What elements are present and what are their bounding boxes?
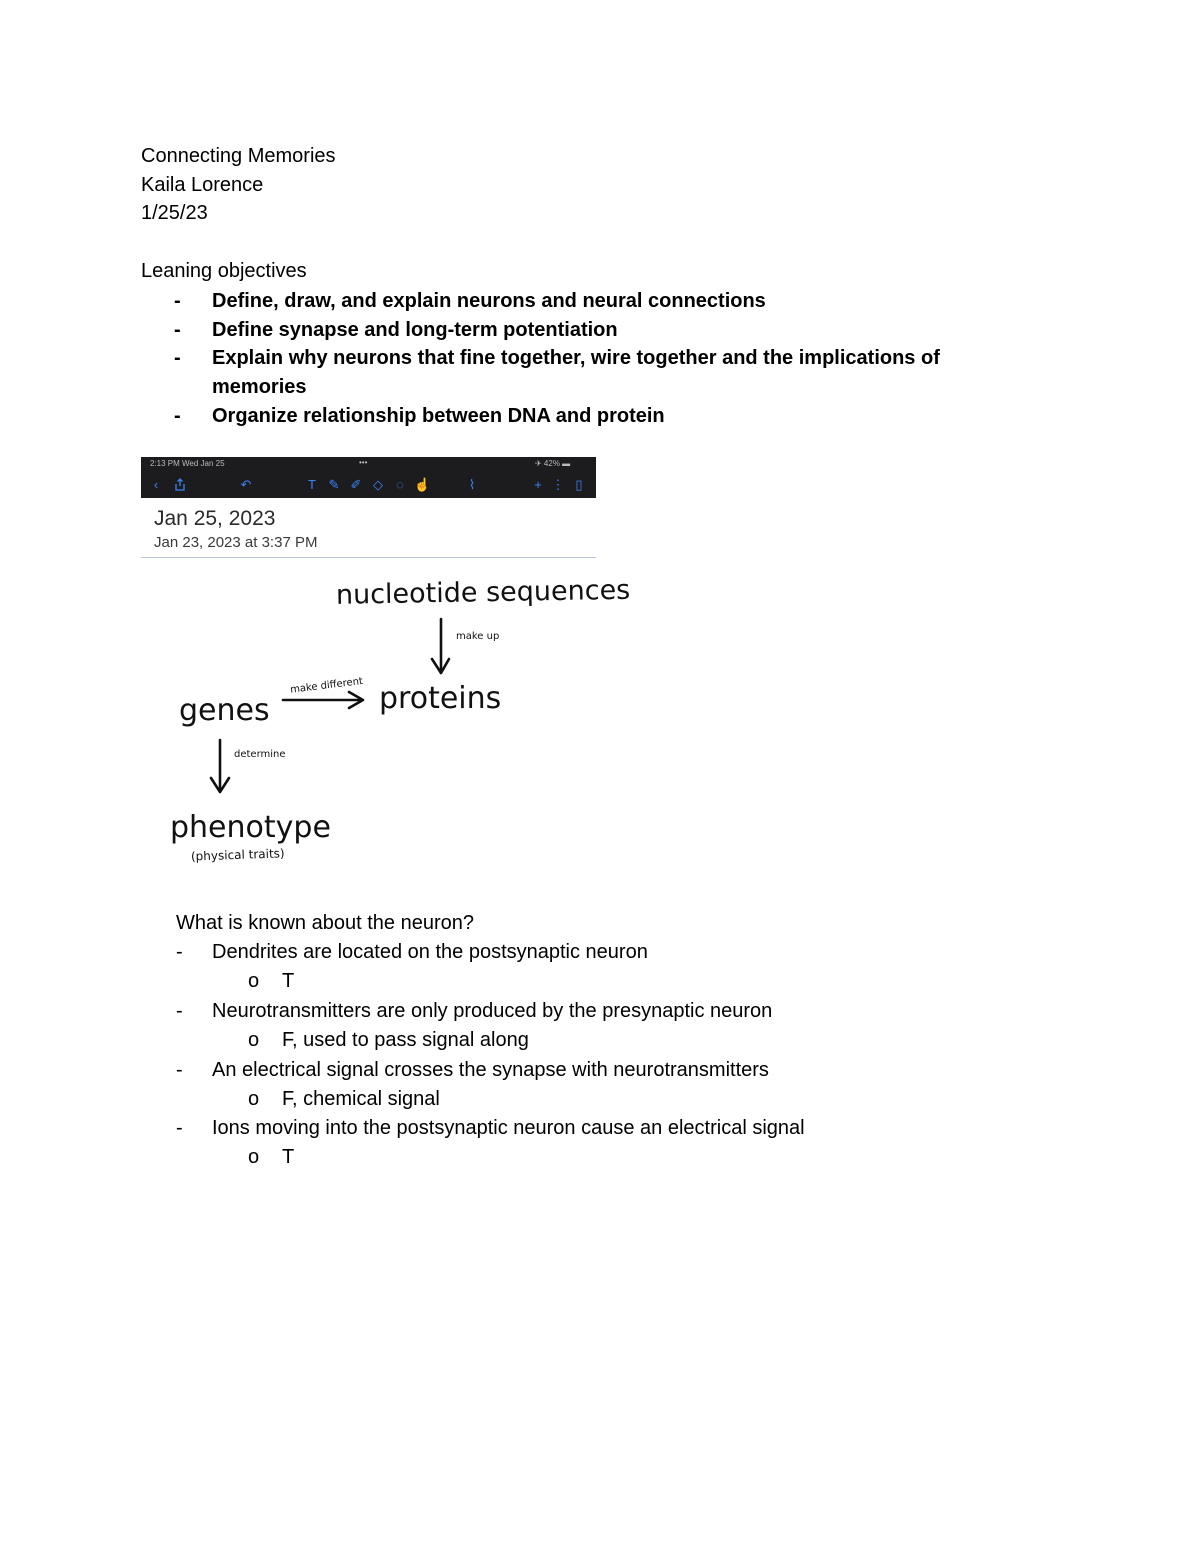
status-dots: •••	[359, 458, 368, 467]
question-text: Dendrites are located on the postsynaptic neuron	[212, 941, 648, 963]
bullet-dash: -	[174, 404, 181, 427]
more-icon: ⋮	[551, 477, 565, 492]
hw-proteins: proteins	[379, 681, 502, 716]
ruler-icon: ⌇	[468, 477, 476, 492]
bullet-dash: -	[176, 1059, 183, 1081]
bullet-dash: -	[174, 318, 181, 341]
eraser-icon: ◇	[373, 477, 383, 492]
plus-icon: +	[534, 477, 542, 492]
embedded-notes-screenshot	[141, 457, 631, 872]
hw-determine: determine	[234, 749, 286, 760]
answer-text: T	[282, 1146, 295, 1168]
question-text: Ions moving into the postsynaptic neuron cause an electrical signal	[212, 1117, 805, 1139]
objective-text: Define synapse and long-term potentiation	[212, 318, 618, 341]
doc-date: 1/25/23	[141, 202, 208, 224]
hw-phenotype: phenotype	[170, 810, 331, 845]
objectives-heading: Leaning objectives	[141, 260, 307, 282]
bullet-circle: o	[248, 1088, 260, 1110]
bullet-circle: o	[248, 1029, 260, 1051]
chevron-left-icon: ‹	[153, 477, 159, 492]
share-icon	[173, 478, 187, 492]
objective-item	[141, 344, 1001, 401]
status-battery: ✈ 42% ▬	[535, 459, 571, 468]
hw-physical-traits: (physical traits)	[190, 846, 285, 864]
highlighter-icon: ✐	[350, 477, 362, 492]
status-time: 2:13 PM Wed Jan 25	[150, 459, 225, 468]
note-title: Jan 25, 2023	[154, 507, 276, 530]
objectives-list	[141, 287, 1001, 431]
lasso-icon: ◌	[396, 477, 404, 492]
doc-author: Kaila Lorence	[141, 174, 264, 196]
objective-text: Organize relationship between DNA and protein	[212, 404, 665, 427]
hand-icon: ☝	[414, 477, 431, 492]
question-text: An electrical signal crosses the synapse with neurotransmitters	[212, 1059, 769, 1081]
handwritten-diagram	[141, 558, 631, 872]
bullet-circle: o	[248, 970, 260, 992]
app-toolbar	[141, 457, 596, 498]
objective-item	[141, 287, 1001, 316]
bullet-dash: -	[176, 1000, 183, 1022]
note-timestamp: Jan 23, 2023 at 3:37 PM	[154, 534, 318, 551]
bullet-dash: -	[176, 941, 183, 963]
answer-text: T	[282, 970, 295, 992]
pages-icon: ▯	[575, 477, 583, 492]
answer-text: F, chemical signal	[282, 1088, 440, 1110]
bullet-circle: o	[248, 1146, 260, 1168]
hw-nucleotide-sequences: nucleotide sequences	[335, 574, 631, 611]
bullet-dash: -	[176, 1117, 183, 1139]
text-tool-icon: T	[308, 477, 316, 492]
undo-icon: ↶	[240, 477, 252, 492]
bullet-dash: -	[174, 347, 181, 370]
bullet-dash: -	[174, 290, 181, 312]
objective-item	[141, 402, 1001, 431]
pen-icon: ✎	[328, 477, 340, 492]
hw-make-up: make up	[456, 631, 500, 642]
question-text: Neurotransmitters are only produced by the presynaptic neuron	[212, 1000, 773, 1022]
doc-title: Connecting Memories	[141, 145, 336, 167]
hw-genes: genes	[179, 693, 270, 728]
objective-text: Define, draw, and explain neurons and neural connections	[212, 290, 766, 312]
objective-text: Explain why neurons that fine together, wire together and the implications of memories	[212, 347, 940, 399]
hw-make-different: make different	[289, 675, 364, 696]
answer-text: F, used to pass signal along	[282, 1029, 529, 1051]
objective-item	[141, 316, 1001, 345]
quiz-heading: What is known about the neuron?	[176, 912, 474, 934]
